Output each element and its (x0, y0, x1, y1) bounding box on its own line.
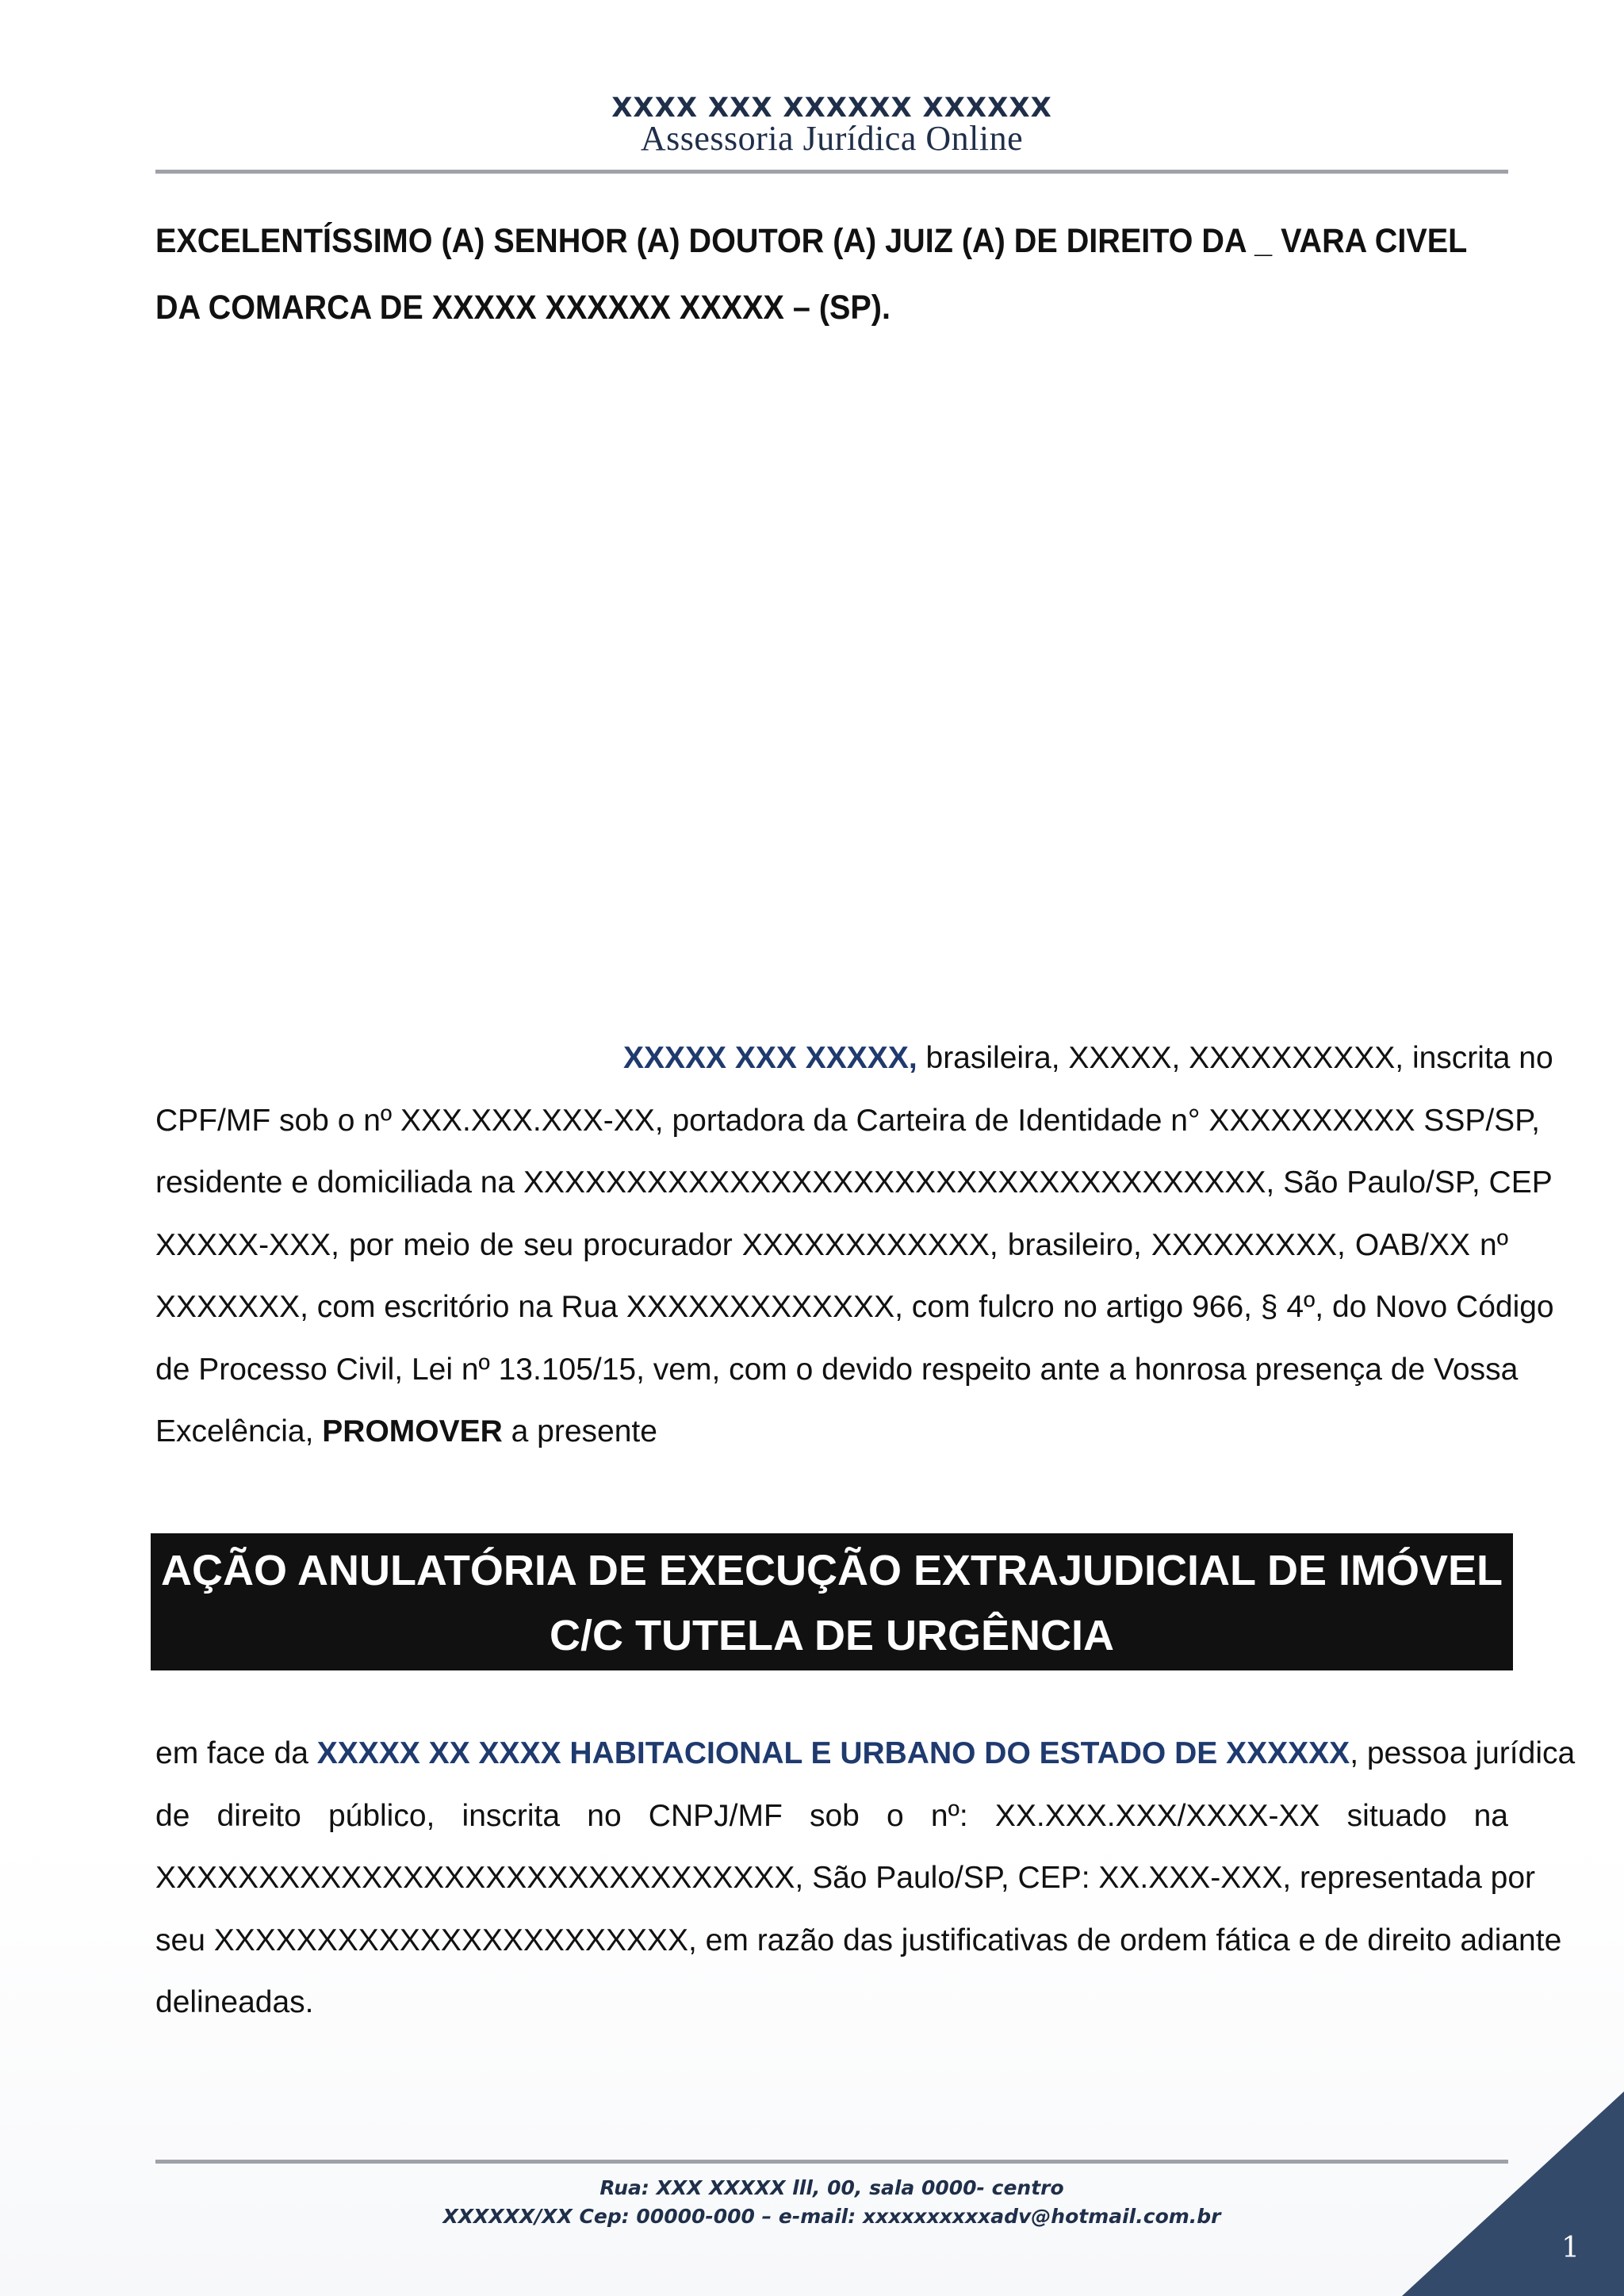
action-title-box (151, 1533, 1513, 1670)
qualification-line-6: de Processo Civil, Lei nº 13.105/15, vem, com o devido respeito ante a honrosa presença de Vossa (155, 1352, 1519, 1387)
addressee-line-1: EXCELENTÍSSIMO (A) SENHOR (A) DOUTOR (A) JUIZ (A) DE DIREITO DA _ VARA CIVEL (155, 222, 1468, 260)
qualification-line-5: XXXXXXX, com escritório na Rua XXXXXXXXXXXXX, com fulcro no artigo 966, § 4º, do Novo Código (155, 1290, 1554, 1324)
defendant-text: , pessoa jurídica (1350, 1736, 1576, 1770)
footer-contact-line: XXXXXX/XX Cep: 00000-000 – e-mail: xxxxxxxxxxadv@hotmail.com.br (442, 2205, 1221, 2228)
plaintiff-name: XXXXX XXX XXXXX, (623, 1041, 917, 1075)
addressee-line-2: DA COMARCA DE XXXXX XXXXXX XXXXX – (SP). (155, 289, 891, 327)
firm-subtitle: Assessoria Jurídica Online (640, 119, 1024, 158)
qualification-line-3: residente e domiciliada na XXXXXXXXXXXXXXXXXXXXXXXXXXXXXXXXXXXX, São Paulo/SP, CEP (155, 1165, 1553, 1200)
defendant-line-3: XXXXXXXXXXXXXXXXXXXXXXXXXXXXXXX, São Paulo/SP, CEP: XX.XXX-XXX, representada por (155, 1861, 1536, 1895)
qualification-line-1 (155, 1027, 1553, 1090)
promover-keyword: PROMOVER (322, 1414, 503, 1448)
qualification-line-4: XXXXX-XXX, por meio de seu procurador XXXXXXXXXXXX, brasileiro, XXXXXXXXX, OAB/XX nº (155, 1227, 1508, 1262)
addressee-block (155, 208, 1508, 341)
defendant-paragraph (155, 1723, 1576, 2034)
defendant-line-2: de direito público, inscrita no CNPJ/MF sob o nº: XX.XXX.XXX/XXXX-XX situado na (155, 1798, 1508, 1833)
footer-divider (155, 2160, 1508, 2164)
header-divider (155, 170, 1508, 174)
qualification-text: Excelência, (155, 1414, 323, 1448)
qualification-text: a presente (502, 1414, 657, 1448)
page-number: 1 (1561, 2232, 1580, 2264)
defendant-name: XXXXX XX XXXX HABITACIONAL E URBANO DO ESTADO DE XXXXXX (316, 1736, 1350, 1770)
defendant-line-4: seu XXXXXXXXXXXXXXXXXXXXXXX, em razão das justificativas de ordem fática e de direito adiante (155, 1923, 1562, 1957)
defendant-line-5: delineadas. (155, 1985, 314, 2019)
footer-address: Rua: XXX XXXXX lll, 00, sala 0000- centro (599, 2176, 1064, 2199)
corner-triangle (1402, 2091, 1624, 2296)
qualification-text: brasileira, XXXXX, XXXXXXXXXX, inscrita no (917, 1041, 1553, 1075)
qualification-line-2: CPF/MF sob o nº XXX.XXX.XXX-XX, portadora da Carteira de Identidade n° XXXXXXXXXX SSP/SP, (155, 1103, 1541, 1138)
action-title-line-1: AÇÃO ANULATÓRIA DE EXECUÇÃO EXTRAJUDICIAL DE IMÓVEL (160, 1547, 1503, 1594)
qualification-line-7 (155, 1401, 1508, 1464)
defendant-line-1 (155, 1723, 1576, 1785)
qualification-paragraph (155, 1027, 1554, 1464)
action-title-line-2: C/C TUTELA DE URGÊNCIA (550, 1612, 1114, 1659)
footer-contact (155, 2174, 1508, 2231)
defendant-text: em face da (155, 1736, 317, 1770)
firm-name: XXXX XXX XXXXXX XXXXXX (611, 92, 1052, 124)
letterhead (155, 92, 1508, 158)
